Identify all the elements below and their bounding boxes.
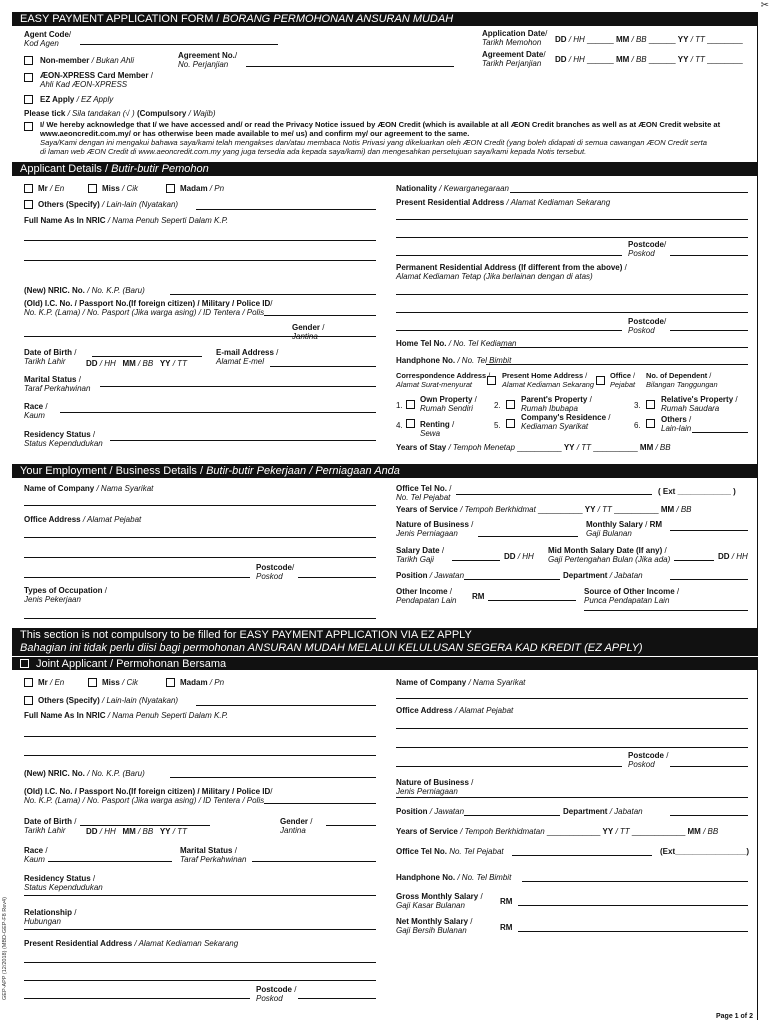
- present-address-label: Present Residential Address / Alamat Kediaman Sekarang: [396, 198, 611, 207]
- residency-field[interactable]: [110, 440, 376, 441]
- joint-marital-label: Marital Status / Taraf Perkahwinan: [180, 846, 247, 864]
- handphone-label: Handphone No. / No. Tel Bimbit: [396, 356, 512, 365]
- joint-nature-field[interactable]: [396, 797, 748, 798]
- office-address-field-2[interactable]: [24, 557, 376, 558]
- joint-address-field-3[interactable]: [24, 998, 250, 999]
- scissors-icon: ✂: [760, 0, 769, 11]
- joint-miss-checkbox[interactable]: [88, 678, 97, 687]
- joint-postcode-label: Postcode / Poskod: [256, 985, 297, 1003]
- joint-company-label: Name of Company / Nama Syarikat: [396, 678, 526, 687]
- renting-label: Renting / Sewa: [420, 420, 455, 438]
- corr-present-home-label: Present Home Address / Alamat Kediaman Sekarang: [502, 371, 595, 389]
- joint-race-label: Race / Kaum: [24, 846, 48, 864]
- fullname-field-1[interactable]: [24, 240, 376, 241]
- company-name-field[interactable]: [24, 505, 376, 506]
- ez-apply-checkbox[interactable]: [24, 95, 33, 104]
- joint-handphone-field[interactable]: [522, 881, 748, 882]
- joint-mr-checkbox[interactable]: [24, 678, 33, 687]
- joint-company-field[interactable]: [396, 698, 748, 699]
- old-ic-field-2[interactable]: [24, 336, 376, 337]
- mid-salary-unit: DD / HH: [718, 552, 748, 561]
- non-member-checkbox[interactable]: [24, 56, 33, 65]
- joint-department-label: Department / Jabatan: [563, 807, 643, 816]
- mr-label: Mr / En: [38, 184, 65, 193]
- company-residence-checkbox[interactable]: [506, 419, 515, 428]
- agreement-no-label: Agreement No./ No. Perjanjian: [178, 51, 238, 69]
- joint-office-postcode-label: Postcode / Poskod: [628, 751, 669, 769]
- joint-dob-label: Date of Birth / Tarikh Lahir: [24, 817, 77, 835]
- permanent-address-field-3[interactable]: [396, 330, 622, 331]
- occupation-label: Types of Occupation / Jenis Pekerjaan: [24, 586, 107, 604]
- agent-code-label: Agent Code/ Kod Agen: [24, 30, 72, 48]
- handphone-field[interactable]: [486, 364, 748, 365]
- joint-marital-field[interactable]: [252, 861, 376, 862]
- office-tel-field[interactable]: [456, 494, 652, 495]
- postcode-field-2[interactable]: [670, 330, 748, 331]
- joint-gender-label: Gender / Jantina: [280, 817, 313, 835]
- dob-label: Date of Birth / Tarikh Lahir: [24, 348, 77, 366]
- joint-net-field[interactable]: [518, 931, 748, 932]
- position-label: Position / Jawatan: [396, 571, 465, 580]
- fullname-label: Full Name As In NRIC / Nama Penuh Seperti Dalam K.P.: [24, 216, 229, 225]
- other-income-label: Other Income / Pendapatan Lain: [396, 587, 457, 605]
- privacy-text-en: I/ We hereby acknowledge that I/ we have accessed and/ or read the Privacy Notice issued by ÆON Credit (which is available at all ÆON Credit branches as well as at ÆON Credit website at www.aeoncredit.com.my/ or has otherwise been made available to me/ us) and confirm my/ our agreement to the same.: [40, 120, 721, 138]
- opt-6-num: 6.: [634, 421, 641, 430]
- joint-position-field[interactable]: [464, 815, 560, 816]
- other-income-rm: RM: [472, 592, 485, 601]
- ez-apply-label: EZ Apply / EZ Apply: [40, 95, 114, 104]
- agreement-date-fields[interactable]: DD / HH ______ MM / BB ______ YY / TT ________: [555, 55, 743, 64]
- relatives-property-checkbox[interactable]: [646, 400, 655, 409]
- joint-new-nric-field[interactable]: [170, 777, 376, 778]
- dob-fields[interactable]: DD / HH MM / BB YY / TT: [86, 359, 187, 368]
- permanent-address-field-1[interactable]: [396, 294, 748, 295]
- office-postcode-label: Postcode/ Poskod: [256, 563, 295, 581]
- aeon-card-label: ÆON-XPRESS Card Member / Ahli Kad ÆON-XPRESS: [40, 71, 153, 89]
- nationality-field[interactable]: [510, 192, 748, 193]
- race-field[interactable]: [60, 412, 376, 413]
- agent-code-field[interactable]: [80, 44, 278, 45]
- present-address-field-1[interactable]: [396, 219, 748, 220]
- application-date-fields[interactable]: DD / HH ______ MM / BB ______ YY / TT ________: [555, 35, 743, 44]
- office-address-field-3[interactable]: [24, 577, 250, 578]
- home-tel-field[interactable]: [500, 347, 748, 348]
- corr-present-home-checkbox[interactable]: [487, 376, 496, 385]
- joint-handphone-label: Handphone No. / No. Tel Bimbit: [396, 873, 512, 882]
- joint-applicant-bar: Joint Applicant / Permohonan Bersama: [12, 656, 758, 670]
- application-date-label: Application Date/ Tarikh Memohon: [482, 29, 548, 47]
- permanent-address-label: Permanent Residential Address (If different from the above) / Alamat Kediaman Tetap (Jika berlainan dengan di atas): [396, 263, 627, 281]
- others-residence-checkbox[interactable]: [646, 419, 655, 428]
- mid-salary-field[interactable]: [674, 560, 714, 561]
- position-field[interactable]: [464, 579, 560, 580]
- office-address-field-1[interactable]: [24, 537, 376, 538]
- joint-dob-fields[interactable]: DD / HH MM / BB YY / TT: [86, 827, 187, 836]
- joint-fullname-field-1[interactable]: [24, 736, 376, 737]
- joint-dob-line: [80, 825, 210, 826]
- years-stay-label: Years of Stay / Tempoh Menetap __________ YY / TT __________ MM / BB: [396, 443, 671, 452]
- salary-date-unit: DD / HH: [504, 552, 534, 561]
- joint-address-field-2[interactable]: [24, 980, 376, 981]
- joint-relationship-field[interactable]: [24, 929, 376, 930]
- mid-salary-label: Mid Month Salary Date (If any) / Gaji Pertengahan Bulan (Jika ada): [548, 546, 671, 564]
- parents-property-label: Parent's Property / Rumah Ibubapa: [521, 395, 592, 413]
- joint-residency-field[interactable]: [24, 895, 376, 896]
- joint-office-tel-ext[interactable]: (Ext________________): [660, 847, 749, 856]
- others-field[interactable]: [196, 209, 376, 210]
- opt-4-num: 4.: [396, 421, 403, 430]
- miss-label: Miss / Cik: [102, 184, 139, 193]
- postcode-label-2: Postcode/ Poskod: [628, 317, 667, 335]
- others-residence-label: Others / Lain-lain: [661, 415, 692, 433]
- form-title: EASY PAYMENT APPLICATION FORM /: [20, 13, 223, 25]
- others-label: Others (Specify) / Lain-lain (Nyatakan): [38, 200, 179, 209]
- madam-label: Madam / Pn: [180, 184, 225, 193]
- occupation-field[interactable]: [24, 618, 376, 619]
- dependents-label: No. of Dependent / Bilangan Tanggungan: [646, 371, 718, 389]
- joint-fullname-label: Full Name As In NRIC / Nama Penuh Seperti Dalam K.P.: [24, 711, 229, 720]
- joint-residency-label: Residency Status / Status Kependudukan: [24, 874, 103, 892]
- applicant-details-bar: Applicant Details / Butir-butir Pemohon: [12, 162, 758, 176]
- joint-gross-rm: RM: [500, 897, 513, 906]
- home-tel-label: Home Tel No. / No. Tel Kediaman: [396, 339, 517, 348]
- opt-1-num: 1.: [396, 401, 403, 410]
- opt-2-num: 2.: [494, 401, 501, 410]
- gender-label: Gender / Jantina: [292, 323, 325, 341]
- office-postcode-field[interactable]: [298, 577, 376, 578]
- joint-new-nric-label: (New) NRIC. No. / No. K.P. (Baru): [24, 769, 145, 778]
- new-nric-field[interactable]: [170, 294, 376, 295]
- corr-office-checkbox[interactable]: [596, 376, 605, 385]
- company-residence-label: Company's Residence / Kediaman Syarikat: [521, 413, 611, 431]
- joint-office-address-field-2[interactable]: [396, 747, 748, 748]
- nationality-label: Nationality / Kewarganegaraan: [396, 184, 509, 193]
- salary-date-field[interactable]: [452, 560, 500, 561]
- fullname-field-2[interactable]: [24, 260, 376, 261]
- joint-office-address-field-1[interactable]: [396, 728, 748, 729]
- madam-checkbox[interactable]: [166, 184, 175, 193]
- joint-applicant-checkbox[interactable]: [20, 659, 29, 668]
- joint-gross-label: Gross Monthly Salary / Gaji Kasar Bulanan: [396, 892, 483, 910]
- joint-old-ic-label: (Old) I.C. No. / Passport No.(If foreign citizen) / Military / Police ID/ No. K.P. (Lama) / No. Pasport (Jika warga asing) / ID Tentera / Polis: [24, 787, 273, 805]
- parents-property-checkbox[interactable]: [506, 400, 515, 409]
- relatives-property-label: Relative's Property / Rumah Saudara: [661, 395, 738, 413]
- joint-race-field[interactable]: [48, 861, 172, 862]
- marital-field[interactable]: [100, 386, 376, 387]
- joint-years-service-label: Years of Service / Tempoh Berkhidmatan ____________ YY / TT ____________ MM / BB: [396, 827, 719, 836]
- joint-net-label: Net Monthly Salary / Gaji Bersih Bulanan: [396, 917, 473, 935]
- agreement-no-field[interactable]: [246, 66, 454, 67]
- mr-checkbox[interactable]: [24, 184, 33, 193]
- joint-present-address-label: Present Residential Address / Alamat Kediaman Sekarang: [24, 939, 239, 948]
- joint-office-tel-field[interactable]: [512, 855, 652, 856]
- miss-checkbox[interactable]: [88, 184, 97, 193]
- others-checkbox[interactable]: [24, 200, 33, 209]
- others-residence-field[interactable]: [692, 432, 748, 433]
- present-address-field-2[interactable]: [396, 237, 748, 238]
- joint-position-label: Position / Jawatan: [396, 807, 465, 816]
- joint-old-ic-field[interactable]: [264, 803, 376, 804]
- monthly-salary-field[interactable]: [670, 530, 748, 531]
- dob-line: [92, 356, 202, 357]
- joint-others-checkbox[interactable]: [24, 696, 33, 705]
- nature-business-field[interactable]: [478, 536, 578, 537]
- agreement-date-label: Agreement Date/ Tarikh Perjanjian: [482, 50, 546, 68]
- new-nric-label: (New) NRIC. No. / No. K.P. (Baru): [24, 286, 145, 295]
- non-member-label: Non-member / Bukan Ahli: [40, 56, 134, 65]
- source-income-label: Source of Other Income / Punca Pendapatan Lain: [584, 587, 680, 605]
- email-label: E-mail Address / Alamat E-mel: [216, 348, 279, 366]
- years-service-label: Years of Service / Tempoh Berkhidmat __________ YY / TT __________ MM / BB: [396, 505, 692, 514]
- joint-others-field[interactable]: [196, 705, 376, 706]
- privacy-text-ms: Saya/Kami dengan ini mengakui bahawa saya/kami telah mengakses dan/atau membaca Notis Privasi yang dikeluarkan oleh ÆON Credit (yang boleh didapati di semua cawangan ÆON Credit serta di laman web ÆON Credit di www.aeoncredit.com.my yang juga tersedia ada kepada saya/kami) dan mengesahkan persetujuan saya/kami kepada Notis tersebut.: [40, 138, 707, 156]
- joint-office-address-label: Office Address / Alamat Pejabat: [396, 706, 514, 715]
- joint-fullname-field-2[interactable]: [24, 755, 376, 756]
- aeon-card-checkbox[interactable]: [24, 73, 33, 82]
- department-field[interactable]: [670, 579, 748, 580]
- employment-details-bar: Your Employment / Business Details / Butir-butir Pekerjaan / Perniagaan Anda: [12, 464, 758, 478]
- tick-instruction: Please tick / Sila tandakan (√ ) (Compulsory / Wajib): [24, 109, 216, 118]
- joint-office-tel-label: Office Tel No. No. Tel Pejabat: [396, 847, 504, 856]
- joint-madam-label: Madam / Pn: [180, 678, 225, 687]
- privacy-checkbox[interactable]: [24, 122, 33, 131]
- old-ic-field[interactable]: [264, 315, 376, 316]
- joint-postcode-field[interactable]: [298, 998, 376, 999]
- joint-office-address-field-3[interactable]: [396, 766, 622, 767]
- joint-gender-field[interactable]: [326, 825, 376, 826]
- source-income-field[interactable]: [584, 610, 748, 611]
- present-address-field-3[interactable]: [396, 255, 622, 256]
- own-property-label: Own Property / Rumah Sendiri: [420, 395, 477, 413]
- marital-label: Marital Status / Taraf Perkahwinan: [24, 375, 91, 393]
- renting-checkbox[interactable]: [406, 419, 415, 428]
- joint-net-rm: RM: [500, 923, 513, 932]
- postcode-field[interactable]: [670, 255, 748, 256]
- joint-mr-label: Mr / En: [38, 678, 65, 687]
- joint-relationship-label: Relationship / Hubungan: [24, 908, 77, 926]
- office-address-label: Office Address / Alamat Pejabat: [24, 515, 142, 524]
- nature-business-label: Nature of Business / Jenis Perniagaan: [396, 520, 474, 538]
- email-field[interactable]: [270, 366, 376, 367]
- company-name-label: Name of Company / Nama Syarikat: [24, 484, 154, 493]
- joint-nature-label: Nature of Business / Jenis Perniagaan: [396, 778, 474, 796]
- joint-miss-label: Miss / Cik: [102, 678, 139, 687]
- form-title-bar: EASY PAYMENT APPLICATION FORM / BORANG PERMOHONAN ANSURAN MUDAH: [12, 12, 758, 26]
- office-tel-ext[interactable]: ( Ext ____________ ): [658, 487, 736, 496]
- page-number: Page 1 of 2: [716, 1013, 753, 1020]
- joint-notice-bar: This section is not compulsory to be filled for EASY PAYMENT APPLICATION VIA EZ APPLY Bahagian ini tidak perlu diisi bagi permohonan ANSURAN MUDAH MELALUI KELULUSAN SEGERA KAD KREDIT (EZ APPLY): [12, 628, 758, 656]
- postcode-label: Postcode/ Poskod: [628, 240, 667, 258]
- office-tel-label: Office Tel No. / No. Tel Pejabat: [396, 484, 452, 502]
- joint-madam-checkbox[interactable]: [166, 678, 175, 687]
- opt-5-num: 5.: [494, 421, 501, 430]
- residency-label: Residency Status / Status Kependudukan: [24, 430, 103, 448]
- joint-others-label: Others (Specify) / Lain-lain (Nyatakan): [38, 696, 179, 705]
- joint-address-field-1[interactable]: [24, 962, 376, 963]
- corr-office-label: Office / Pejabat: [610, 371, 636, 389]
- joint-gross-field[interactable]: [518, 905, 748, 906]
- joint-department-field[interactable]: [670, 815, 748, 816]
- salary-date-label: Salary Date / Tarikh Gaji: [396, 546, 445, 564]
- own-property-checkbox[interactable]: [406, 400, 415, 409]
- permanent-address-field-2[interactable]: [396, 312, 748, 313]
- department-label: Department / Jabatan: [563, 571, 643, 580]
- form-code: GEP-APP (12/2018) (MBD-GEP-F8 Rev4): [2, 897, 8, 1000]
- opt-3-num: 3.: [634, 401, 641, 410]
- race-label: Race / Kaum: [24, 402, 48, 420]
- joint-office-postcode-field[interactable]: [670, 766, 748, 767]
- old-ic-label: (Old) I.C. No. / Passport No.(If foreign citizen) / Military / Police ID/ No. K.P. (Lama) / No. Pasport (Jika warga asing) / ID Tentera / Polis: [24, 299, 273, 317]
- correspondence-label: Correspondence Address Alamat Surat-menyurat: [396, 371, 487, 389]
- other-income-field[interactable]: [488, 600, 576, 601]
- monthly-salary-label: Monthly Salary / RM Gaji Bulanan: [586, 520, 663, 538]
